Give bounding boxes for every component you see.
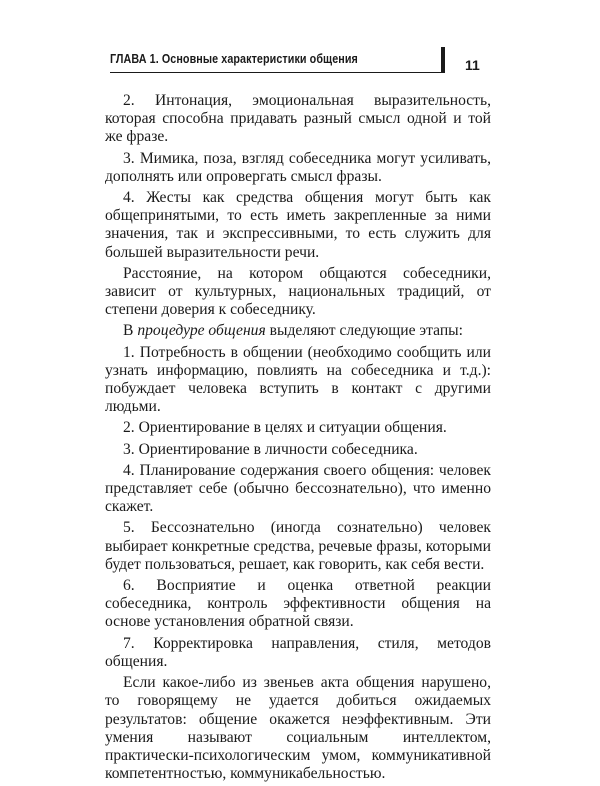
paragraph-gestures: 4. Жесты как средства общения могут быть как общепринятыми, то есть иметь закрепленные за ними значения, так и экспрессивными, то есть служить для большей выразительности речи. (105, 189, 491, 261)
chapter-title: ГЛАВА 1. Основные характеристики общения (110, 52, 358, 66)
stage-3: 3. Ориентирование в личности собеседника. (123, 440, 418, 458)
stage-6: 6. Восприятие и оценка ответной реакции собеседника, контроль эффективности общения на основе установления обратной связи. (105, 577, 491, 631)
stage-5: 5. Бессознательно (иногда сознательно) человек выбирает конкретные средства, речевые фразы, которыми будет пользоваться, решает, как говорить, как себя вести. (105, 519, 491, 573)
page-number: 11 (465, 57, 480, 73)
header-bar (441, 47, 445, 73)
procedure-intro-prefix: В (123, 322, 138, 340)
stage-4: 4. Планирование содержания своего общения: человек представляет себе (обычно бессознательно), что именно скажет. (105, 461, 491, 516)
paragraph-closing: Если какое-либо из звеньев акта общения нарушено, то говорящему не удается добиться ожидаемых результатов: общение окажется неэффективным. Эти умения называют социальным интеллектом, практически-психологическим умом, коммуникативной компетентностью, коммуникабельностью. (105, 674, 491, 783)
body-text (105, 92, 491, 786)
procedure-intro-emphasis: процедуре общения (137, 322, 266, 340)
running-header (110, 47, 445, 75)
procedure-intro-suffix: выделяют следующие этапы: (265, 322, 463, 340)
paragraph-procedure-intro (105, 322, 491, 340)
header-rule (110, 72, 441, 73)
paragraph-distance: Расстояние, на котором общаются собеседники, зависит от культурных, национальных традиций, от степени доверия к собеседнику. (105, 264, 491, 319)
stage-2: 2. Ориентирование в целях и ситуации общения. (123, 419, 447, 437)
stage-7: 7. Корректировка направления, стиля, методов общения. (105, 634, 491, 670)
paragraph-mimicry: 3. Мимика, поза, взгляд собеседника могут усиливать, дополнять или опровергать смысл фразы. (105, 149, 491, 185)
paragraph-intonation: 2. Интонация, эмоциональная выразительность, которая способна придавать разный смысл одной и той же фразе. (105, 92, 491, 146)
stage-1: 1. Потребность в общении (необходимо сообщить или узнать информацию, повлиять на собеседника и т.д.): побуждает человека вступить в контакт с другими людьми. (105, 343, 491, 416)
